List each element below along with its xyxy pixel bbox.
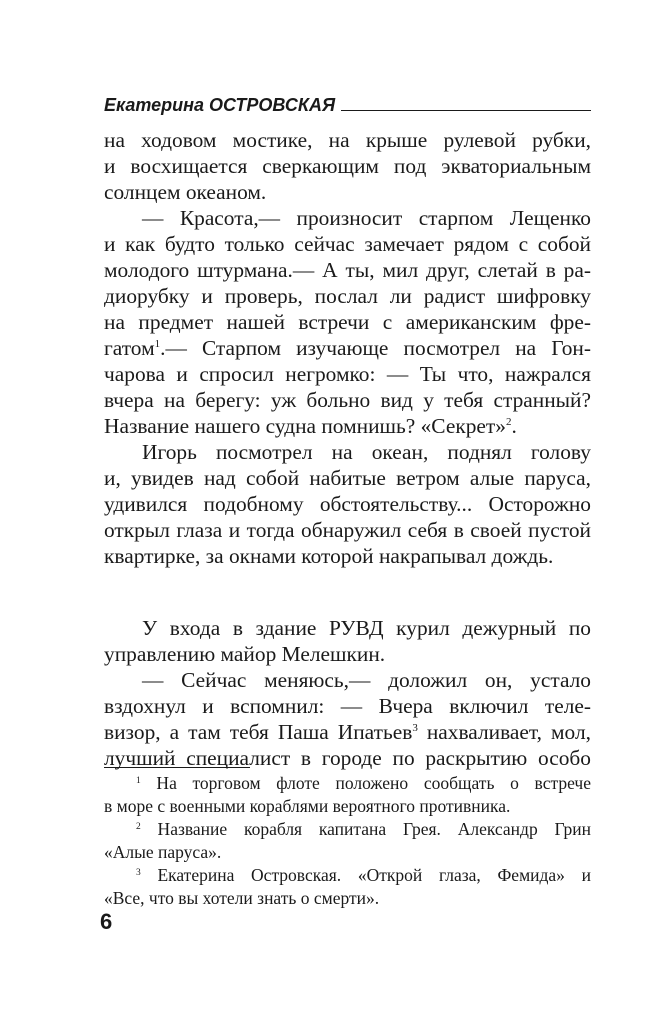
text-line: и восхищается сверкающим под экваториальным [104,154,591,178]
footnote-ref-1: 1 [154,338,161,350]
page-number: 6 [100,909,113,934]
text-line: Название нашего судна помнишь? «Секрет»$^2$. [104,414,517,438]
text-line: солнцем океаном. [104,180,267,204]
text-line: лучший специалист в городе по раскрытию особо [104,746,591,770]
text-line: и, увидев над собой набитые ветром алые паруса, [104,466,591,490]
footnote-line: в море с военными кораблями вероятного противника. [104,796,511,816]
header-rule [341,110,591,111]
text-line: — Красота,— произносит старпом Лещенко [142,206,591,230]
footnote-line: $^3$ Екатерина Островская. «Открой глаза, Фемида» и [136,865,591,885]
footnote-rule [104,767,250,768]
text-line: чарова и спросил негромко: — Ты что, нажрался [104,362,591,386]
footnote-line: $^2$ Название корабля капитана Грея. Александр Грин [136,819,591,839]
footnote-line: «Все, что вы хотели знать о смерти». [104,888,380,908]
author-name: Екатерина ОСТРОВСКАЯ [104,95,336,115]
text-line: визор, а там тебя Паша Ипатьев$^3$ нахваливает, мол, [104,720,591,744]
footnote-line: $^1$ На торговом флоте положено сообщать о встрече [136,773,591,793]
text-line: и как будто только сейчас замечает рядом с собой [104,232,591,256]
text-line: квартирке, за окнами которой накрапывал дождь. [104,544,554,568]
text-line: Игорь посмотрел на океан, поднял голову [142,440,591,464]
text-line: управлению майор Мелешкин. [104,642,386,666]
text-line: удивился подобному обстоятельству... Осторожно [104,492,591,516]
text-line: диорубку и проверь, послал ли радист шифровку [104,284,591,308]
text-line: У входа в здание РУВД курил дежурный по [142,616,591,640]
footnotes [104,772,591,910]
section-break [104,569,591,615]
running-header [104,92,591,116]
footnote-ref-3: 3 [412,722,418,734]
text-line: — Сейчас меняюсь,— доложил он, устало [142,668,591,692]
footnote-line: «Алые паруса». [104,842,222,862]
text-line: молодого штурмана.— А ты, мил друг, слетай в ра- [104,258,591,282]
text-line: открыл глаза и тогда обнаружил себя в своей пустой [104,518,591,542]
main-text [104,127,591,771]
text-line: вчера на берегу: уж больно вид у тебя странный? [104,388,591,412]
text-line: вздохнул и вспомнил: — Вчера включил теле- [104,694,591,718]
footnote-ref-2: 2 [505,416,512,428]
text-line: на предмет нашей встречи с американским фре- [104,310,591,334]
text-line: на ходовом мостике, на крыше рулевой рубки, [104,128,591,152]
text-line: гатом$^1$.— Старпом изучающе посмотрел на Гон- [104,336,591,360]
